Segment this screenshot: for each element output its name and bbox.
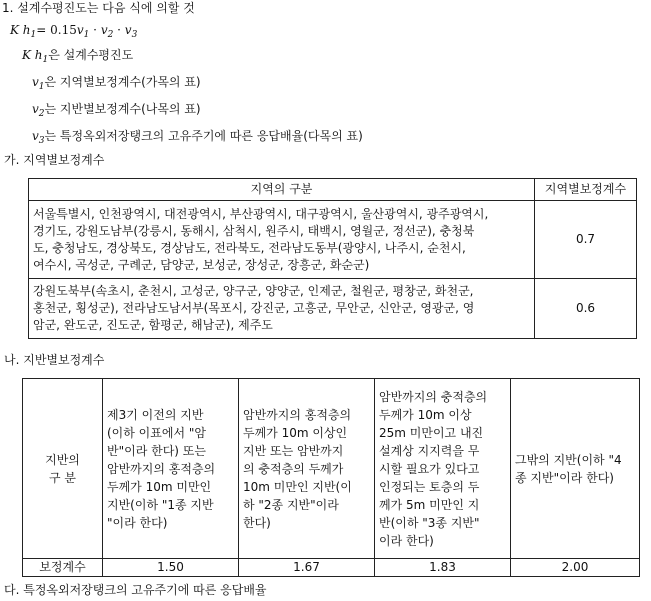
coefficient-value: 2.00 <box>511 559 640 577</box>
header-coefficient: 지역별보정계수 <box>535 179 637 201</box>
ground-type-3: 암반까지의 충적층의 두께가 10m 이상 25m 미만이고 내진 설계상 지지력을 무 시할 필요가 있다고 인정되는 토층의 두 께가 5m 미만인 지 반(이하 "3종 지반" 이라 한다) <box>375 379 511 559</box>
coefficient-value: 1.50 <box>103 559 239 577</box>
section-na-heading: 나. 지반별보정계수 <box>4 353 105 367</box>
definition-v1: $v_1$은 지역별보정계수(가목의 표) <box>32 75 201 92</box>
definition-kh1: K $h_1$은 설계수평진도 <box>22 48 134 65</box>
ground-type-4: 그밖의 지반(이하 "4 종 지반"이라 한다) <box>511 379 640 559</box>
coefficient-value: 0.7 <box>535 201 637 279</box>
section-da-heading: 다. 특정옥외저장탱크의 고유주기에 따른 응답배율 <box>4 583 267 597</box>
definition-v3: $v_3$는 특정옥외저장탱크의 고유주기에 따른 응답배율(다목의 표) <box>32 129 363 146</box>
table-row <box>23 559 640 577</box>
region-list: 강원도북부(속초시, 춘천시, 고성군, 양구군, 양양군, 인제군, 철원군, 평창군, 화천군, 홍천군, 횡성군), 전라남도남서부(목포시, 강진군, 고흥군, 무안군, 신안군, 영광군, 영 암군, 완도군, 진도군, 함평군, 해남군), 제주도 <box>29 279 535 339</box>
table-row <box>29 201 637 279</box>
section1-heading: 1. 설계수평진도는 다음 식에 의할 것 <box>2 1 195 15</box>
table-row <box>29 279 637 339</box>
table-header-row <box>29 179 637 201</box>
ground-type-1: 제3기 이전의 지반 (이하 이표에서 "암 반"이라 한다) 또는 암반까지의 홍적층의 두께가 10m 미만인 지반(이하 "1종 지반 "이라 한다) <box>103 379 239 559</box>
section-ga-heading: 가. 지역별보정계수 <box>4 153 105 167</box>
coefficient-value: 0.6 <box>535 279 637 339</box>
coefficient-label: 보정계수 <box>23 559 103 577</box>
definition-v2: $v_2$는 지반별보정계수(나목의 표) <box>32 102 201 119</box>
coefficient-value: 1.67 <box>239 559 375 577</box>
ground-coefficient-table <box>22 378 640 577</box>
header-region: 지역의 구분 <box>29 179 535 201</box>
ground-type-label: 지반의 구 분 <box>23 379 103 559</box>
formula: K $h_1= 0.15v_1 \cdot v_2 \cdot v_3$ <box>10 23 138 40</box>
table-row <box>23 379 640 559</box>
formula-lhs: K h <box>10 23 31 37</box>
coefficient-value: 1.83 <box>375 559 511 577</box>
regional-coefficient-table <box>28 178 637 339</box>
region-list: 서울특별시, 인천광역시, 대전광역시, 부산광역시, 대구광역시, 울산광역시, 광주광역시, 경기도, 강원도남부(강릉시, 동해시, 삼척시, 원주시, 태백시, 영월군, 정선군), 충청북 도, 충청남도, 경상북도, 경상남도, 전라북도, 전라남도동부(광양시, 나주시, 순천시, 여수시, 곡성군, 구례군, 담양군, 보성군, 장성군, 장흥군, 화순군) <box>29 201 535 279</box>
ground-type-2: 암반까지의 홍적층의 두께가 10m 이상인 지반 또는 암반까지 의 충적층의 두께가 10m 미만인 지반(이 하 "2종 지반"이라 한다) <box>239 379 375 559</box>
